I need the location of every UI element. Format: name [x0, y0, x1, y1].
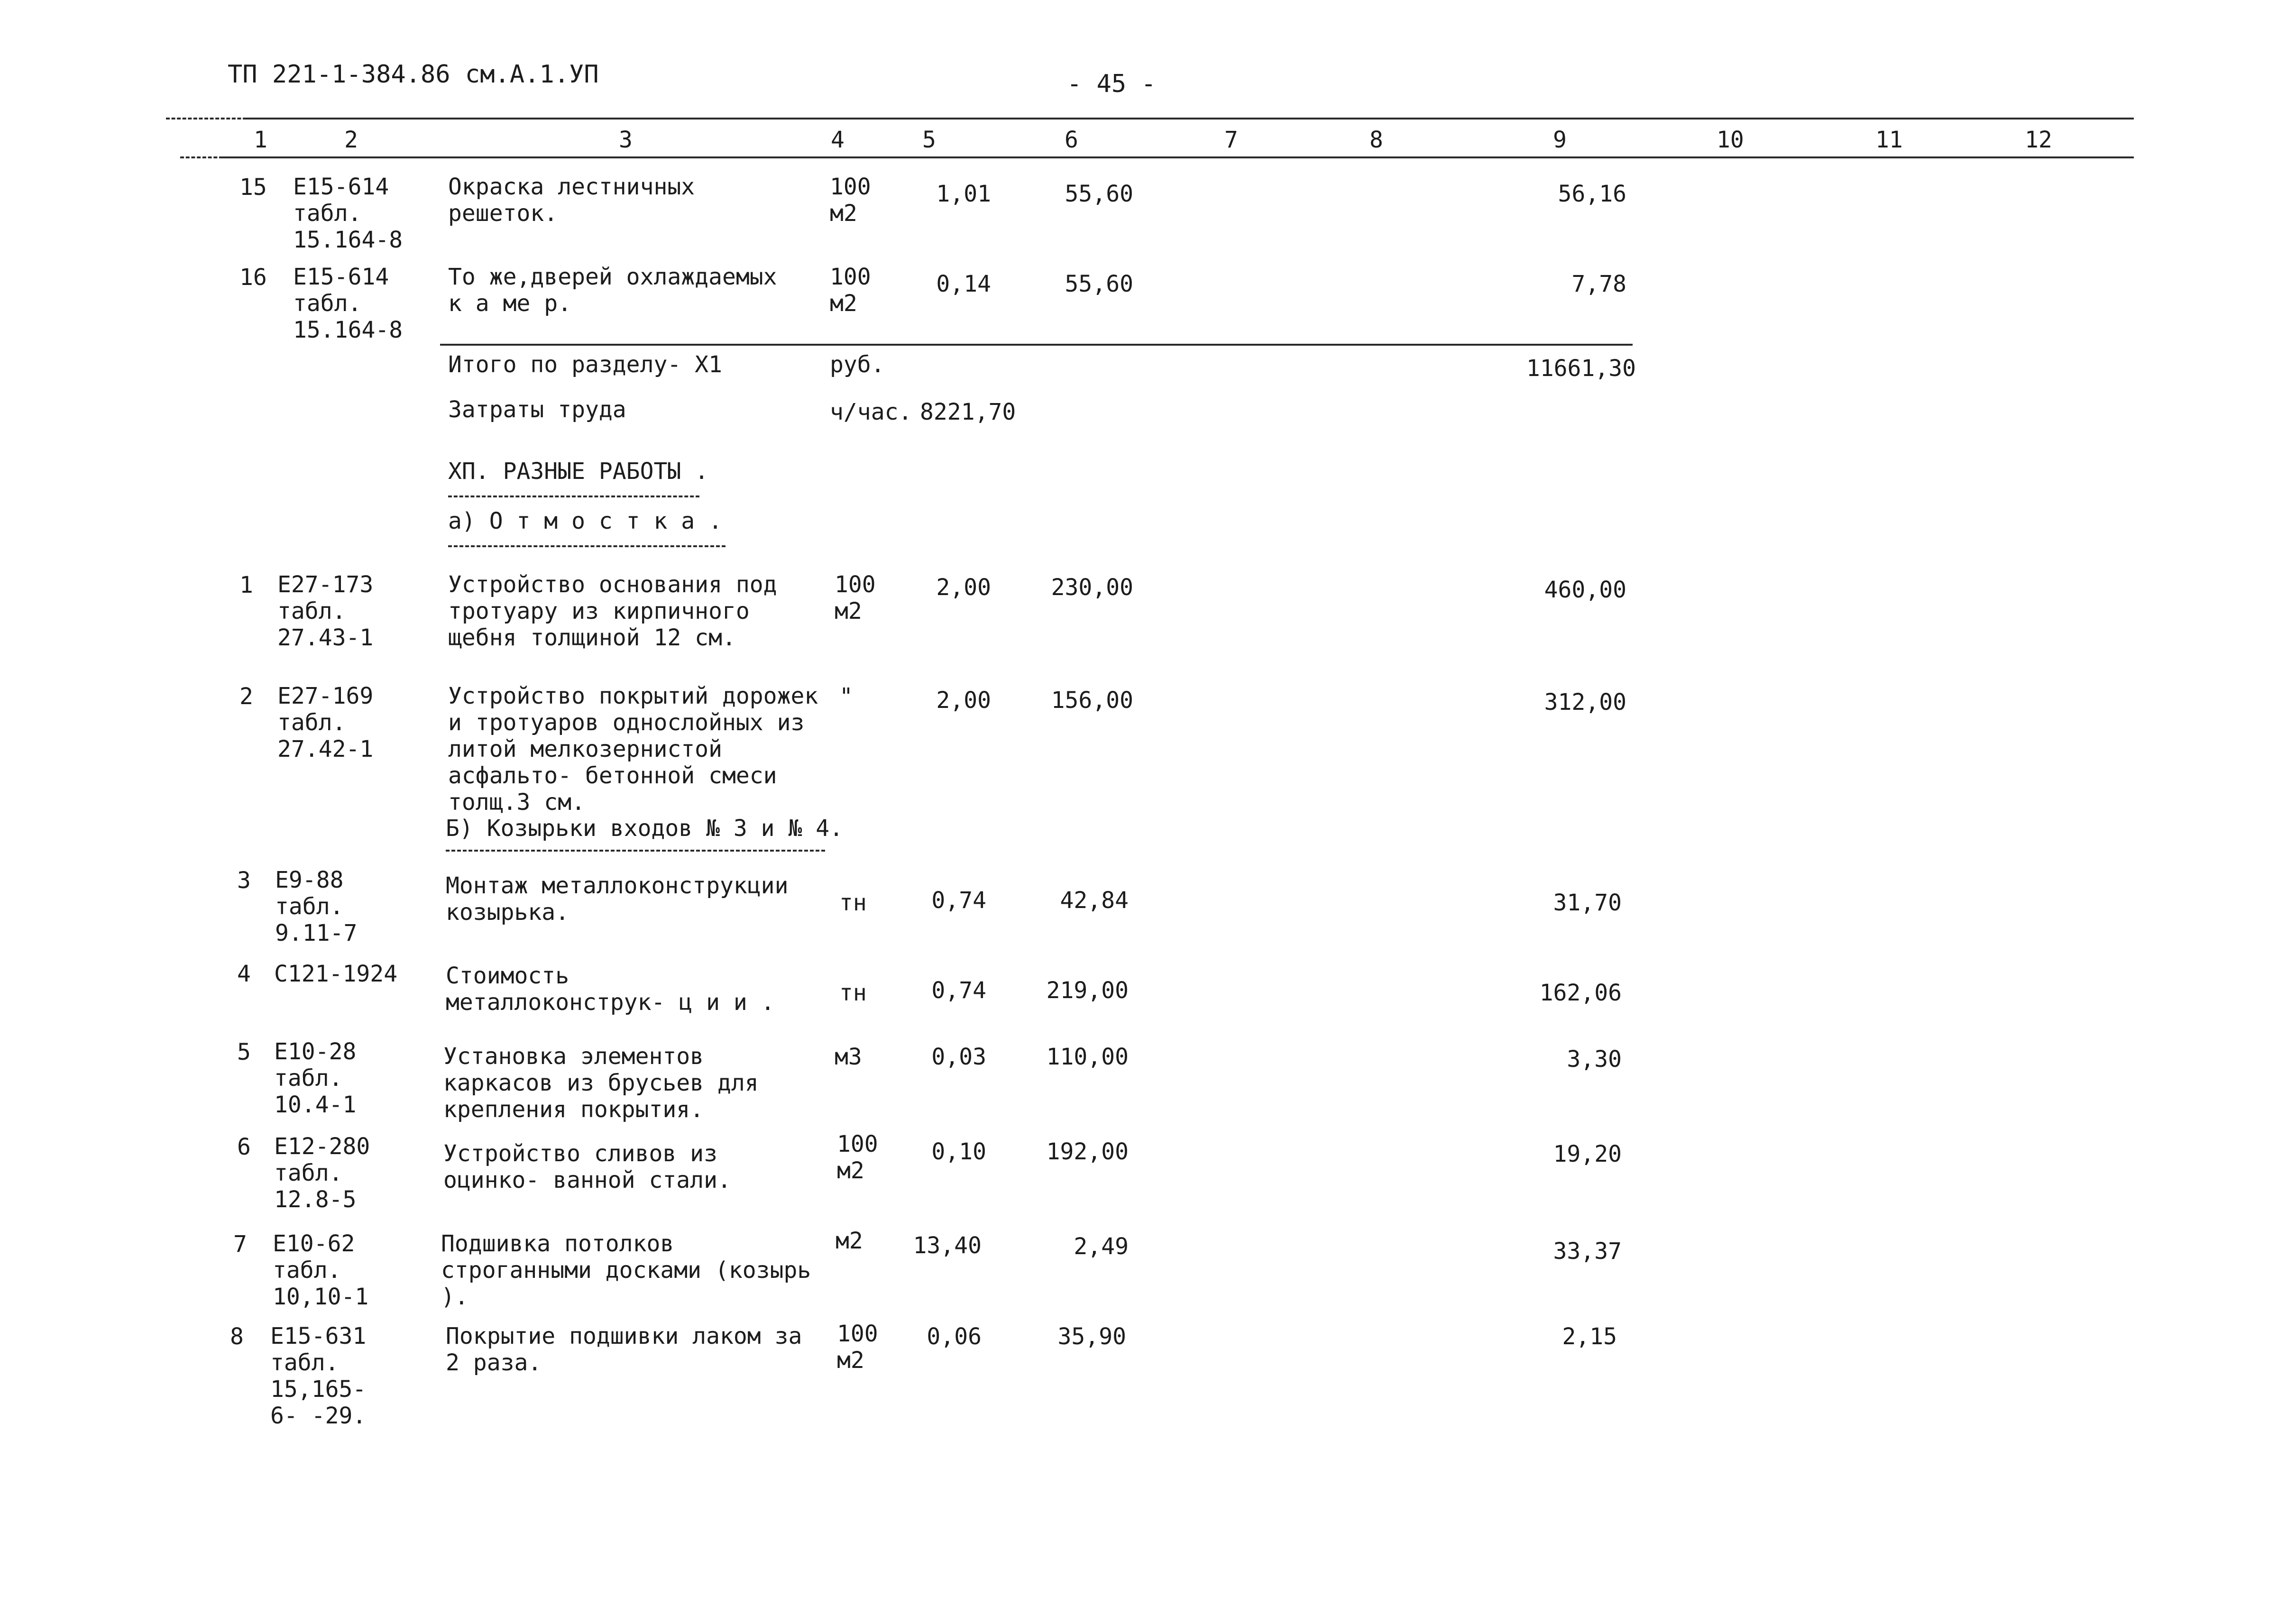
row-total: 56,16 [1558, 181, 1626, 207]
row-description: Покрытие подшивки лаком за 2 раза. [446, 1323, 802, 1376]
row-price: 219,00 [1046, 977, 1129, 1004]
row-total: 2,15 [1562, 1323, 1617, 1350]
row-total: 312,00 [1544, 689, 1626, 716]
row-total: 19,20 [1553, 1141, 1622, 1167]
row-price: 55,60 [1065, 181, 1133, 207]
row-price: 2,49 [1074, 1233, 1129, 1260]
row-total: 33,37 [1553, 1238, 1622, 1265]
row-total: 460,00 [1544, 577, 1626, 603]
labor-cost-value: 8221,70 [920, 399, 1016, 425]
row-quantity: 13,40 [913, 1232, 982, 1259]
row-number: 6 [237, 1134, 251, 1160]
column-number: 5 [922, 127, 936, 153]
row-total: 31,70 [1553, 890, 1622, 916]
page-number: - 45 - [1067, 70, 1156, 98]
row-description: Установка элементов каркасов из брусьев для крепления покрытия. [443, 1043, 759, 1123]
row-quantity: 0,74 [931, 887, 986, 914]
row-code: Е27-173 табл. 27.43-1 [277, 571, 374, 651]
row-code: Е9-88 табл. 9.11-7 [275, 867, 358, 946]
column-number: 4 [831, 127, 845, 153]
section-title: ХП. РАЗНЫЕ РАБОТЫ . [448, 458, 709, 485]
row-number: 2 [239, 683, 253, 710]
row-unit: м3 [835, 1044, 862, 1070]
row-total: 162,06 [1539, 980, 1622, 1006]
row-code: С121-1924 [274, 961, 398, 987]
row-number: 16 [239, 264, 267, 291]
row-description: Устройство основания под тротуару из кирпичного щебня толщиной 12 см. [448, 571, 777, 651]
row-code: Е10-28 табл. 10.4-1 [274, 1038, 357, 1118]
row-description: Устройство сливов из оцинко- ванной стали. [443, 1140, 731, 1193]
header-bottom-rule [223, 156, 2134, 158]
row-unit: м2 [836, 1228, 863, 1254]
row-description: Подшивка потолков строганными досками (козырь ). [441, 1230, 811, 1310]
row-unit: тн [839, 890, 867, 916]
row-number: 4 [237, 961, 251, 987]
section-total-unit: руб. [830, 351, 885, 378]
row-unit: 100 м2 [835, 571, 876, 624]
row-description: Монтаж металлоконструкции козырька. [446, 872, 789, 926]
row-price: 156,00 [1051, 687, 1133, 714]
header-top-rule [247, 118, 2134, 119]
section-total-label: Итого по разделу- Х1 [448, 351, 722, 378]
row-number: 1 [239, 572, 253, 598]
row-code: Е15-614 табл. 15.164-8 [293, 264, 403, 343]
row-unit: 100 м2 [830, 174, 871, 227]
subtotal-rule [440, 344, 1633, 346]
subsection-b-title: Б) Козырьки входов № 3 и № 4. [446, 815, 844, 842]
row-price: 192,00 [1046, 1138, 1129, 1165]
header-top-rule-left [166, 118, 247, 119]
column-number: 8 [1369, 127, 1383, 153]
row-price: 110,00 [1046, 1044, 1129, 1070]
row-number: 7 [233, 1231, 247, 1257]
column-number: 10 [1717, 127, 1744, 153]
labor-cost-label: Затраты труда [448, 396, 626, 423]
row-quantity: 0,03 [931, 1044, 986, 1070]
column-number: 2 [344, 127, 358, 153]
row-unit: 100 м2 [837, 1131, 878, 1184]
row-total: 7,78 [1571, 271, 1626, 297]
row-number: 15 [239, 174, 267, 201]
row-quantity: 0,14 [936, 271, 991, 297]
row-price: 230,00 [1051, 574, 1133, 601]
row-unit: " [839, 683, 853, 710]
row-quantity: 2,00 [936, 687, 991, 714]
row-description: Окраска лестничных решеток. [448, 174, 695, 227]
row-number: 5 [237, 1039, 251, 1065]
subsection-b-underline [446, 850, 825, 852]
section-total-value: 11661,30 [1526, 355, 1636, 382]
column-number: 7 [1224, 127, 1238, 153]
row-price: 35,90 [1057, 1323, 1126, 1350]
row-description: Стоимость металлоконструк- ц и и . [446, 963, 775, 1016]
subsection-a-title: а) О т м о с т к а . [448, 508, 722, 534]
header-bottom-rule-left [180, 156, 223, 158]
row-description: Устройство покрытий дорожек и тротуаров однослойных из литой мелкозернистой асфальто- бетонной смеси толщ.3 см. [448, 683, 818, 816]
row-price: 55,60 [1065, 271, 1133, 297]
column-number: 1 [254, 127, 267, 153]
row-code: Е15-614 табл. 15.164-8 [293, 174, 403, 253]
row-unit: 100 м2 [837, 1321, 878, 1374]
row-price: 42,84 [1060, 887, 1129, 914]
row-description: То же,дверей охлаждаемых к а ме р. [448, 264, 777, 317]
column-number: 9 [1553, 127, 1567, 153]
column-number: 11 [1875, 127, 1903, 153]
row-code: Е12-280 табл. 12.8-5 [274, 1133, 370, 1213]
document-code: ТП 221-1-384.86 см.А.1.УП [228, 60, 599, 89]
row-unit: тн [839, 980, 867, 1006]
row-quantity: 0,06 [927, 1323, 982, 1350]
row-quantity: 1,01 [936, 181, 991, 207]
labor-cost-unit: ч/час. [830, 399, 912, 425]
row-number: 3 [237, 867, 251, 894]
row-quantity: 0,74 [931, 977, 986, 1004]
column-number: 3 [619, 127, 633, 153]
row-total: 3,30 [1567, 1046, 1622, 1073]
row-code: Е10-62 табл. 10,10-1 [273, 1230, 369, 1310]
row-code: Е27-169 табл. 27.42-1 [277, 683, 374, 762]
subsection-a-underline [448, 545, 726, 547]
row-code: Е15-631 табл. 15,165-6- -29. [270, 1323, 367, 1429]
row-quantity: 2,00 [936, 574, 991, 601]
row-number: 8 [230, 1323, 244, 1350]
row-unit: 100 м2 [830, 264, 871, 317]
column-number: 12 [2025, 127, 2052, 153]
column-number: 6 [1065, 127, 1078, 153]
row-quantity: 0,10 [931, 1138, 986, 1165]
section-title-underline [448, 495, 699, 497]
